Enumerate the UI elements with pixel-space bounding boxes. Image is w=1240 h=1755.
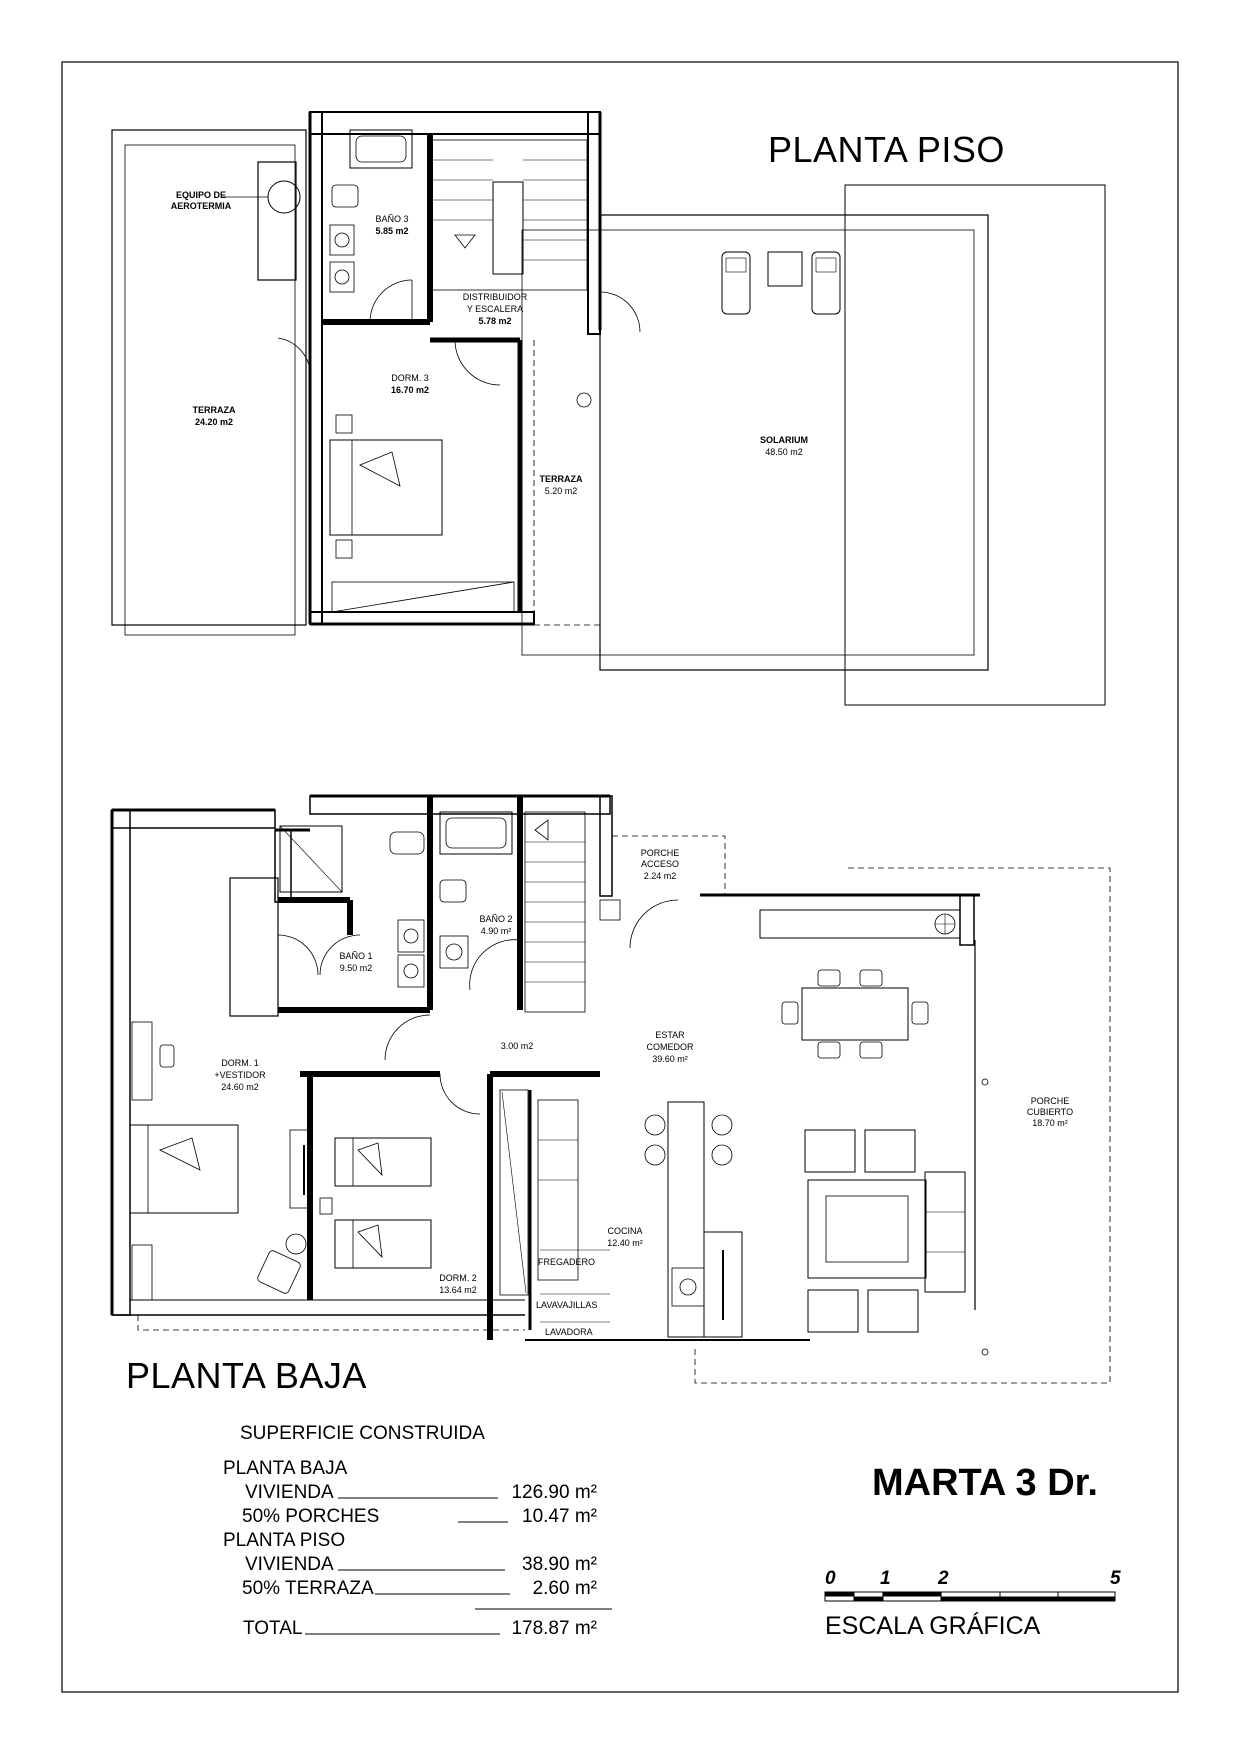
lavadora-label: LAVADORA [545,1327,593,1337]
summary-porches-label: 50% PORCHES [242,1506,380,1527]
lavavajillas-label: LAVAVAJILLAS [536,1300,598,1310]
summary-total-value: 178.87 m² [511,1618,597,1639]
cocina-area: 12.40 m² [607,1238,643,1248]
summary-ground-title: PLANTA BAJA [223,1458,348,1479]
porche-cubierto-area: 18.70 m² [1032,1118,1068,1128]
porche-cubierto-name-2: CUBIERTO [1026,1107,1074,1117]
solarium-name: SOLARIUM [760,435,808,445]
porche-acceso-name: PORCHE [640,848,680,858]
equipo-label-2: AEROTERMIA [170,201,232,211]
terraza-left-area: 24.20 m2 [194,417,234,427]
summary-vivienda2-value: 38.90 m² [522,1554,597,1575]
dorm2-name: DORM. 2 [439,1273,477,1283]
terraza-left-name: TERRAZA [192,405,236,415]
dorm1-name: DORM. 1 [221,1058,259,1068]
bano2-name: BAÑO 2 [479,914,513,924]
bano1-area: 9.50 m2 [339,963,373,973]
porche-acceso-area: 2.24 m2 [643,871,677,881]
summary-vivienda-label: VIVIENDA [245,1482,334,1503]
scale-1: 1 [880,1568,891,1589]
porche-acceso-name-2: ACCESO [640,859,680,869]
dorm3-area: 16.70 m2 [390,385,430,395]
scale-2: 2 [938,1568,949,1589]
fregadero-label: FREGADERO [538,1257,596,1267]
dist-name-2: Y ESCALERA [466,304,524,314]
porche-cubierto-name: PORCHE [1030,1096,1070,1106]
summary-vivienda2-label: VIVIENDA [245,1554,334,1575]
model-name: MARTA 3 Dr. [872,1462,1098,1504]
summary-total-label: TOTAL [243,1618,303,1639]
cocina-name: COCINA [607,1226,643,1236]
bano3-area: 5.85 m2 [375,226,409,236]
bano1-name: BAÑO 1 [339,951,373,961]
bano2-area: 4.90 m² [480,926,512,936]
upper-plan-title: PLANTA PISO [768,129,1005,170]
terraza-mid-name: TERRAZA [539,474,583,484]
dorm3-name: DORM. 3 [391,373,429,383]
summary-upper-title: PLANTA PISO [223,1530,346,1551]
scale-0: 0 [825,1568,836,1589]
summary-vivienda-value: 126.90 m² [511,1482,597,1503]
solarium-area: 48.50 m2 [765,447,803,457]
dist-area: 5.78 m2 [478,316,512,326]
summary-porches-value: 10.47 m² [522,1506,597,1527]
bano3-name: BAÑO 3 [375,214,409,224]
equipo-label: EQUIPO DE [175,190,227,200]
estar-name: ESTAR [655,1030,685,1040]
hall-area: 3.00 m2 [500,1041,534,1051]
summary-heading: SUPERFICIE CONSTRUIDA [240,1423,485,1444]
lower-plan-title: PLANTA BAJA [126,1355,367,1396]
scale-5: 5 [1110,1568,1121,1589]
estar-name-2: COMEDOR [646,1042,694,1052]
summary-terraza-value: 2.60 m² [532,1578,597,1599]
summary-terraza-label: 50% TERRAZA [242,1578,374,1599]
dorm2-area: 13.64 m2 [439,1285,477,1295]
dist-name: DISTRIBUIDOR [462,292,528,302]
terraza-mid-area: 5.20 m2 [544,486,578,496]
estar-area: 39.60 m² [652,1054,688,1064]
dorm1-area: 24.60 m2 [221,1082,259,1092]
dorm1-name-2: +VESTIDOR [214,1070,266,1080]
scale-label: ESCALA GRÁFICA [825,1612,1041,1640]
